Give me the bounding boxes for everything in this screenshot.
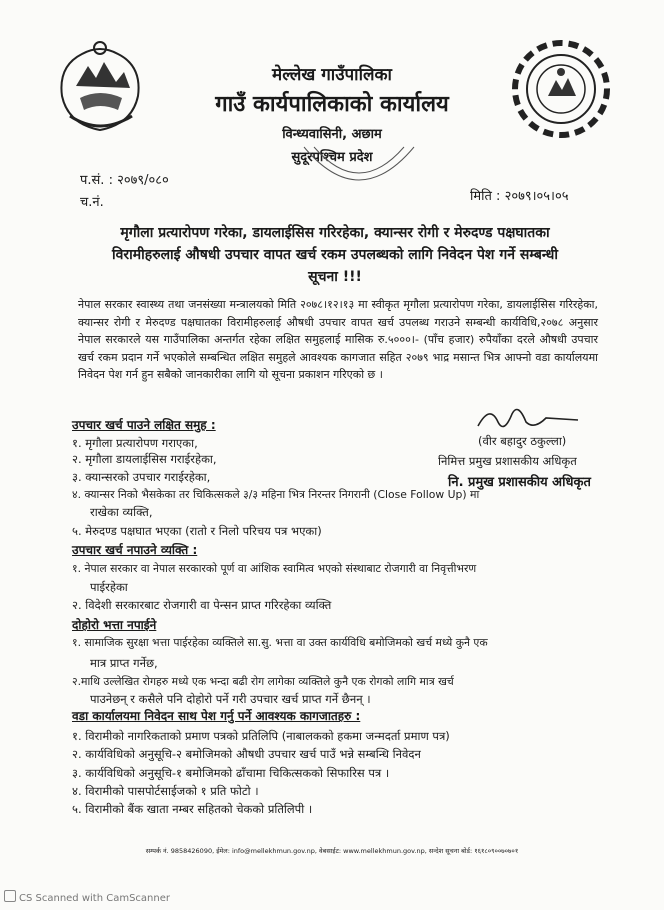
list-item: ४. क्यान्सर निको भैसकेका तर चिकित्सकले ३/३ महिना भित्र निरन्तर निगरानी (Close Follow Up) मा [72,488,480,501]
list-item: ४. विरामीको पासपोर्टसाईजको १ प्रति फोटो । [72,784,259,798]
subject-line: मृगौला प्रत्यारोपण गरेका, डायलाईसिस गरिरहेका, क्यान्सर रोगी र मेरुदण्ड पक्षघातका [120,225,550,241]
list-item: मात्र प्राप्त गर्नेछ, [90,656,158,670]
list-item: ३. कार्यविधिको अनुसूचि-१ बमोजिमको ढाँचामा चिकित्सकको सिफारिस पत्र । [72,766,390,780]
list-item: १. मृगौला प्रत्यारोपण गराएका, [72,436,198,450]
scanner-watermark [4,890,170,904]
notice-subject [70,222,600,288]
list-item: पाउनेछन् र कसैले पनि दोहोरो पर्ने गरी उपचार खर्च प्राप्त गर्ने छैनन् । [90,692,371,706]
subject-line: विरामीहरुलाई औषधी उपचार वापत खर्च रकम उपलब्धको लागि निवेदन पेश गर्ने सम्बन्धी [112,247,558,263]
office-name: गाउँ कार्यपालिकाको कार्यालय [215,92,449,117]
list-item: १. सामाजिक सुरक्षा भत्ता पाईरहेका व्यक्तिले सा.सु. भत्ता वा उक्त कार्यविधि बमोजिमको खर्च मध्ये कुनै एक [72,636,488,649]
signatory-stamp: नि. प्रमुख प्रशासकीय अधिकृत [448,475,591,490]
camscanner-icon [4,890,16,902]
list-item: २.माथि उल्लेखित रोगहरु मध्ये एक भन्दा बढी रोग लागेका व्यक्तिले कुनै एक रोगको लागि मात्र खर्च [72,675,454,688]
list-item: पाईरहेका [90,580,128,594]
letter-date: मिति : २०७९।०५।०५ [470,189,569,204]
municipality-name: मेल्लेख गाउँपालिका [272,65,392,85]
list-item: ५. मेरुदण्ड पक्षघात भएका (रातो र निलो परिचय पत्र भएका) [72,524,322,538]
contact-footer: सम्पर्क नं. 9858426090, ईमेल: info@mellekhmun.gov.np, वेबसाईट: www.mellekhmun.gov.np, सन्देश सूचना बोर्ड: १६१८०९००७०७०१ [145,847,519,855]
dispatch-number: च.नं. [80,195,104,210]
list-item: २. विदेशी सरकारबाट रोजगारी वा पेन्सन प्राप्त गरिरहेका व्यक्ति [72,598,332,612]
office-stamp [300,143,418,203]
list-item: ५. विरामीको बैंक खाता नम्बर सहितको चेकको प्रतिलिपी । [72,802,313,816]
list-item: ३. क्यान्सरको उपचार गराईरहेका, [72,470,211,484]
section-heading-ineligible: उपचार खर्च नपाउने व्यक्ति : [72,543,198,557]
section-heading-double-allowance: दोहोरो भत्ता नपाईने [72,618,157,632]
subject-line: सूचना !!! [308,269,362,285]
list-item: १. नेपाल सरकार वा नेपाल सरकारको पूर्ण वा आंशिक स्वामित्व भएको संस्थाबाट रोजगारी वा निवृत्तीभरण [72,562,477,575]
province-name: सुदूरपश्चिम प्रदेश [291,150,373,165]
notice-body: नेपाल सरकार स्वास्थ्य तथा जनसंख्या मन्त्रालयको मिति २०७८।१२।१३ मा स्वीकृत मृगौला प्रत्यारोपण गरेका, डायलाईसिस गरिरहेका, क्यान्सर रोगी र मेरुदण्ड पक्षघातका विरामीहरुलाई औषधी उपचार वापत खर्च उपलब्ध गराउने सम्बन्धी कार्यविधि,२०७८ अनुसार नेपाल सरकारले यस गाउँपालिका अन्तर्गत रहेका लक्षित समुहलाई मासिक रु.५०००।- (पाँच हजार) रुपैयाँका दरले औषधी उपचार खर्च रकम प्रदान गर्ने भएकोले सम्बन्धित लक्षित समुहले आवश्यक कागजात सहित २०७९ भाद्र मसान्त भित्र आफ्नो वडा कार्यालयमा निवेदन पेश गर्न हुन सबैको जानकारीका लागि यो सूचना प्रकाशन गरिएको छ । [78,298,598,382]
list-item: २. मृगौला डायलाईसिस गराईरहेका, [72,452,217,466]
signatory-title: निमित्त प्रमुख प्रशासकीय अधिकृत [438,454,577,468]
nepal-emblem [52,36,148,136]
list-item: राखेका व्यक्ति, [90,505,153,519]
list-item: २. कार्यविधिको अनुसूचि-२ बमोजिमको औषधी उपचार खर्च पाउँ भन्ने सम्बन्धि निवेदन [72,747,421,761]
watermark-text: CS Scanned with CamScanner [19,893,170,904]
section-heading-eligible: उपचार खर्च पाउने लक्षित समुह : [72,418,216,432]
section-heading-documents: वडा कार्यालयमा निवेदन साथ पेश गर्नु पर्ने आवश्यक कागजातहरु : [72,709,361,723]
office-location: विन्ध्यवासिनी, अछाम [282,127,382,142]
signatory-name: (वीर बहादुर ठकुल्ला) [478,434,567,448]
signature [468,400,588,436]
reference-number: प.सं. : २०७९/०८० [80,173,169,188]
list-item: १. विरामीको नागरिकताको प्रमाण पत्रको प्रतिलिपि (नाबालकको हकमा जन्मदर्ता प्रमाण पत्र) [72,729,450,743]
